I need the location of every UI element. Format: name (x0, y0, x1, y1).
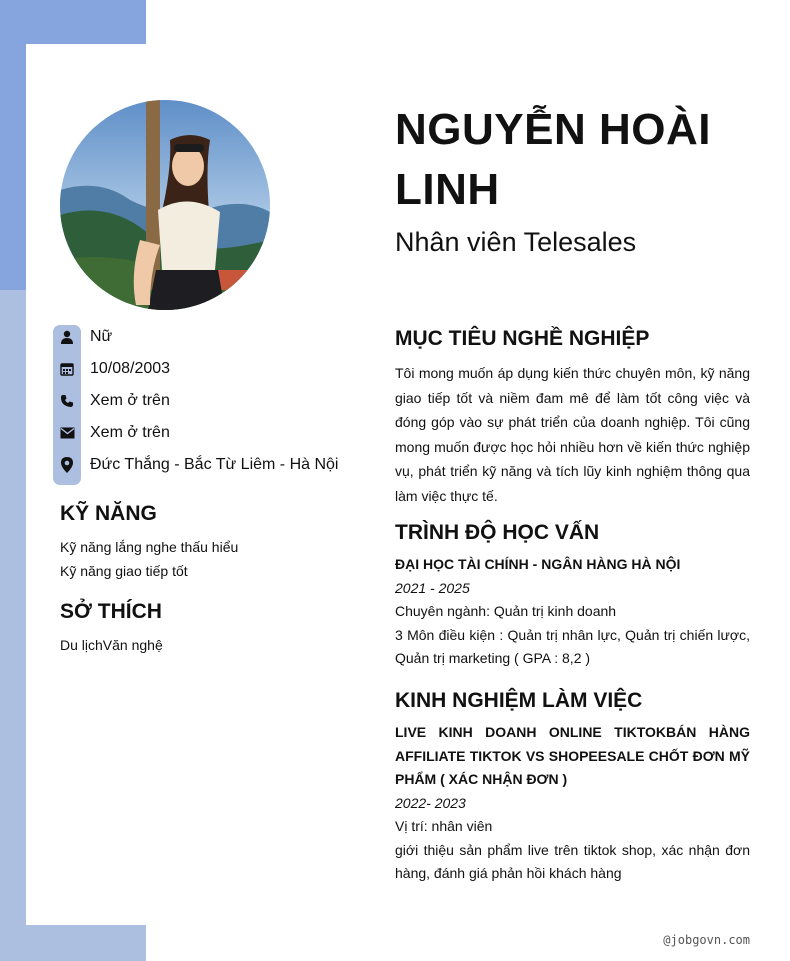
contact-email (53, 417, 170, 449)
skill-item: Kỹ năng giao tiếp tốt (60, 563, 188, 579)
person-icon (53, 330, 81, 344)
dob-value: 10/08/2003 (90, 360, 171, 377)
education-major: Chuyên ngành: Quản trị kinh doanh (395, 603, 617, 619)
phone-value: Xem ở trên (90, 392, 170, 409)
skill-item: Kỹ năng lắng nghe thấu hiểu (60, 539, 239, 555)
contact-address (53, 449, 338, 481)
experience-title: LIVE KINH DOANH ONLINE TIKTOKBÁN HÀNG AFFILIATE TIKTOK VS SHOPEESALE CHỐT ĐƠN MỸ PHẨM ( XÁC NHẬN ĐƠN ) (395, 724, 750, 787)
contact-gender (53, 321, 112, 353)
email-icon (53, 427, 81, 439)
candidate-name: NGUYỄN HOÀI LINH (395, 105, 711, 214)
contact-dob (53, 353, 170, 385)
phone-icon (53, 394, 81, 408)
address-value: Đức Thắng - Bắc Từ Liêm - Hà Nội (90, 456, 339, 473)
experience-description: giới thiệu sản phẩm live trên tiktok shop, xác nhận đơn hàng, đánh giá phản hồi khách hàng (395, 841, 750, 881)
gender-value: Nữ (90, 328, 113, 345)
watermark: @jobgovn.com (663, 933, 750, 947)
profile-photo (60, 100, 270, 310)
email-value: Xem ở trên (90, 424, 170, 441)
objective-section (395, 325, 750, 508)
experience-position: Vị trí: nhân viên (395, 818, 493, 834)
education-details: 3 Môn điều kiện : Quản trị nhân lực, Quản trị chiến lược, Quản trị marketing ( GPA : 8,2 ) (395, 626, 750, 666)
education-period: 2021 - 2025 (395, 579, 470, 596)
education-school: ĐẠI HỌC TÀI CHÍNH - NGÂN HÀNG HÀ NỘI (395, 556, 681, 572)
hobbies-text: Du lịchVăn nghệ (60, 637, 163, 653)
experience-section (395, 687, 750, 886)
contact-phone (53, 385, 170, 417)
education-section (395, 519, 750, 671)
decor-band-side (0, 290, 26, 961)
job-title: Nhân viên Telesales (395, 227, 637, 257)
experience-heading: KINH NGHIỆM LÀM VIỆC (395, 689, 643, 712)
calendar-icon (53, 362, 81, 376)
objective-text: Tôi mong muốn áp dụng kiến thức chuyên môn, kỹ năng giao tiếp tốt và niềm đam mê để làm tốt công việc và đóng góp vào sự phát triển của doanh nghiệp. Tôi cũng mong muốn được học hỏi nhiều hơn về kiến thức nghiệp vụ, phát triển kỹ năng và tích lũy kinh nghiệm thông qua làm việc thực tế. (395, 365, 750, 504)
education-heading: TRÌNH ĐỘ HỌC VẤN (395, 521, 600, 544)
experience-period: 2022- 2023 (395, 794, 466, 811)
skills-heading: KỸ NĂNG (60, 502, 157, 525)
hobbies-heading: SỞ THÍCH (60, 600, 162, 623)
decor-band-bottom (0, 925, 146, 961)
objective-heading: MỤC TIÊU NGHỀ NGHIỆP (395, 327, 650, 350)
location-pin-icon (53, 457, 81, 473)
